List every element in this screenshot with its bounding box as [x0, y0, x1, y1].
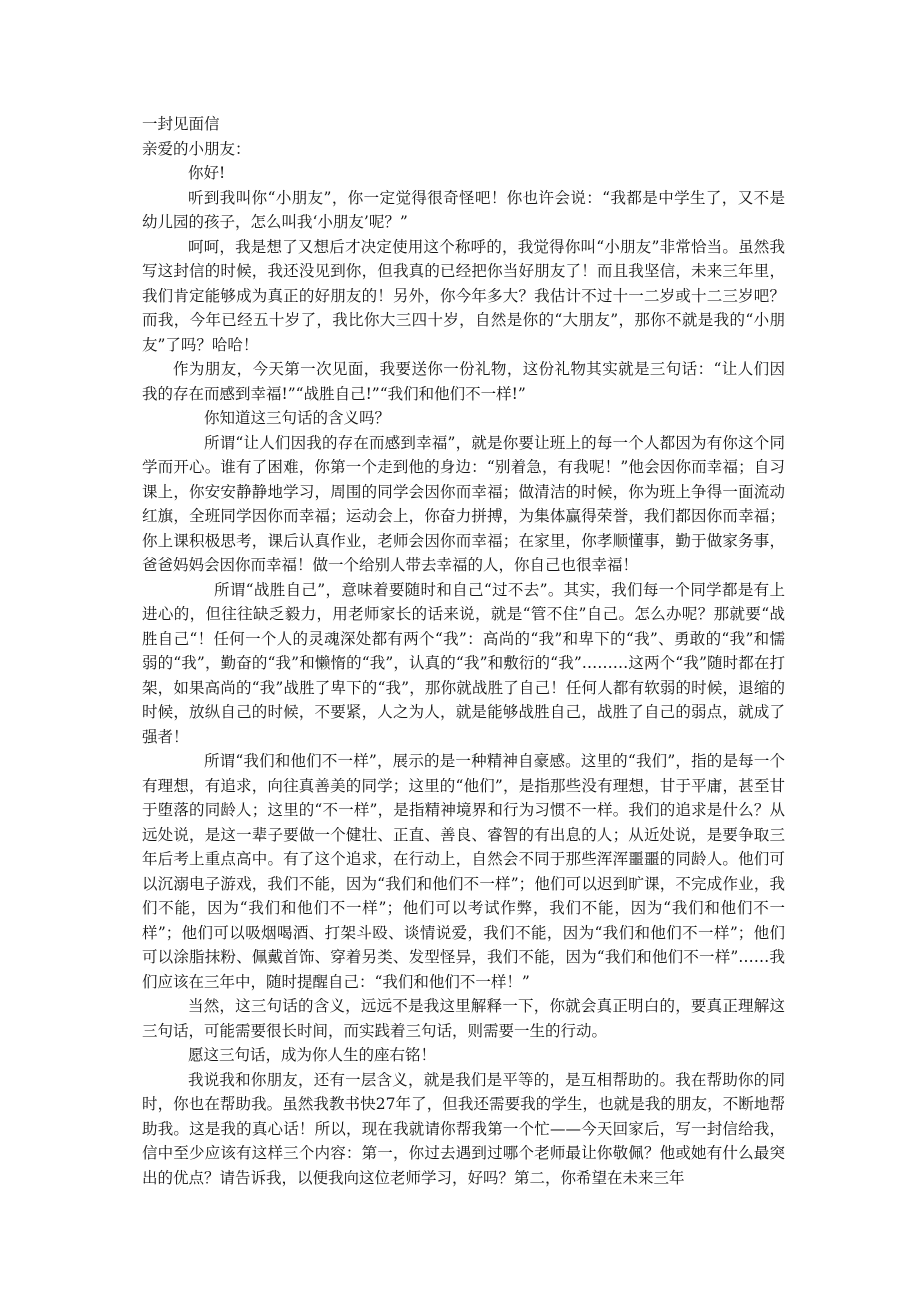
paragraph-little-friend: 听到我叫你“小朋友”，你一定觉得很奇怪吧！你也许会说：“我都是中学生了，又不是幼儿园的孩子，怎么叫我‘小朋友’呢？”: [142, 188, 785, 231]
paragraph-meaning: 当然，这三句话的含义，远远不是我这里解释一下，你就会真正明白的，要真正理解这三句话，可能需要很长时间，而实践着三句话，则需要一生的行动。: [142, 997, 785, 1040]
letter-salutation: 亲爱的小朋友：: [142, 139, 251, 158]
letter-title: 一封见面信: [142, 115, 220, 133]
paragraph-different: 所谓“我们和他们不一样”，展示的是一种精神自豪感。这里的“我们”，指的是每一个有理想，有追求，向往真善美的同学；这里的“他们”，是指那些没有理想，甘于平庸，甚至甘于堕落的同龄人；这里的“不一样”，是指精神境界和行为习惯不一样。我们的追求是什么？从远处说，是这一辈子要做一个健壮、正直、善良、睿智的有出息的人；从近处说，是要争取三年后考上重点高中。有了这个追求，在行动上，自然会不同于那些浑浑噩噩的同龄人。他们可以沉溺电子游戏，我们不能，因为“我们和他们不一样”；他们可以迟到旷课，不完成作业，我们不能，因为“我们和他们不一样”；他们可以考试作弊，我们不能，因为“我们和他们不一样”；他们可以吸烟喝酒、打架斗殴、谈情说爱，我们不能，因为“我们和他们不一样”；他们可以涂脂抹粉、佩戴首饰、穿着另类、发型怪异，我们不能，因为“我们和他们不一样”……我们应该在三年中，随时提醒自己：“我们和他们不一样！”: [142, 752, 785, 991]
paragraph-greeting: 你好!: [188, 164, 226, 182]
paragraph-happiness: 所谓“让人们因我的存在而感到幸福”，就是你要让班上的每一个人都因为有你这个同学而开心。谁有了困难，你第一个走到他的身边：“别着急，有我呢！”他会因你而幸福；自习课上，你安安静静地学习，周围的同学会因你而幸福；做清洁的时候，你为班上争得一面流动红旗，全班同学因你而幸福；运动会上，你奋力拼搏，为集体赢得荣誉，我们都因你而幸福；你上课积极思考，课后认真作业，老师会因你而幸福；在家里，你孝顺懂事，勤于做家务事，爸爸妈妈会因你而幸福！做一个给别人带去幸福的人，你自己也很幸福！: [142, 433, 785, 574]
paragraph-question: 你知道这三句话的含义吗？: [204, 409, 391, 427]
paragraph-motto: 愿这三句话，成为你人生的座右铭！: [188, 1046, 437, 1064]
paragraph-why-call: 呵呵，我是想了又想后才决定使用这个称呼的，我觉得你叫“小朋友”非常恰当。虽然我写这封信的时候，我还没见到你，但我真的已经把你当好朋友了！而且我坚信，未来三年里，我们肯定能够成为真正的好朋友的！另外，你今年多大？我估计不过十一二岁或十二三岁吧？而我，今年已经五十岁了，我比你大三四十岁，自然是你的“大朋友”，那你不就是我的“小朋友”了吗？哈哈！: [142, 237, 785, 354]
paragraph-gift: 作为朋友，今天第一次见面，我要送你一份礼物，这份礼物其实就是三句话：“让人们因我的存在而感到幸福!”“战胜自己!”“我们和他们不一样!”: [142, 360, 785, 403]
paragraph-request: 我说我和你朋友，还有一层含义，就是我们是平等的，是互相帮助的。我在帮助你的同时，你也在帮助我。虽然我教书快27年了，但我还需要我的学生，也就是我的朋友，不断地帮助我。这是我的真心话！所以，现在我就请你帮我第一个忙——今天回家后，写一封信给我，信中至少应该有这样三个内容：第一，你过去遇到过哪个老师最让你敬佩？他或她有什么最突出的优点？请告诉我，以便我向这位老师学习，好吗？第二，你希望在未来三年: [142, 1070, 785, 1187]
letter-document: [142, 112, 785, 1190]
paragraph-conquer-self: 所谓“战胜自己”，意味着要随时和自己“过不去”。其实，我们每一个同学都是有上进心的，但往往缺乏毅力，用老师家长的话来说，就是“管不住”自己。怎么办呢？那就要“战胜自己“！任何一个人的灵魂深处都有两个“我”：高尚的“我”和卑下的“我”、勇敢的“我”和懦弱的“我”，勤奋的“我”和懒惰的“我”，认真的“我”和敷衍的“我”………这两个“我”随时都在打架，如果高尚的“我”战胜了卑下的“我”，那你就战胜了自己！任何人都有软弱的时候，退缩的时候，放纵自己的时候，不要紧，人之为人，就是能够战胜自己，战胜了自己的弱点，就成了强者！: [142, 580, 785, 746]
